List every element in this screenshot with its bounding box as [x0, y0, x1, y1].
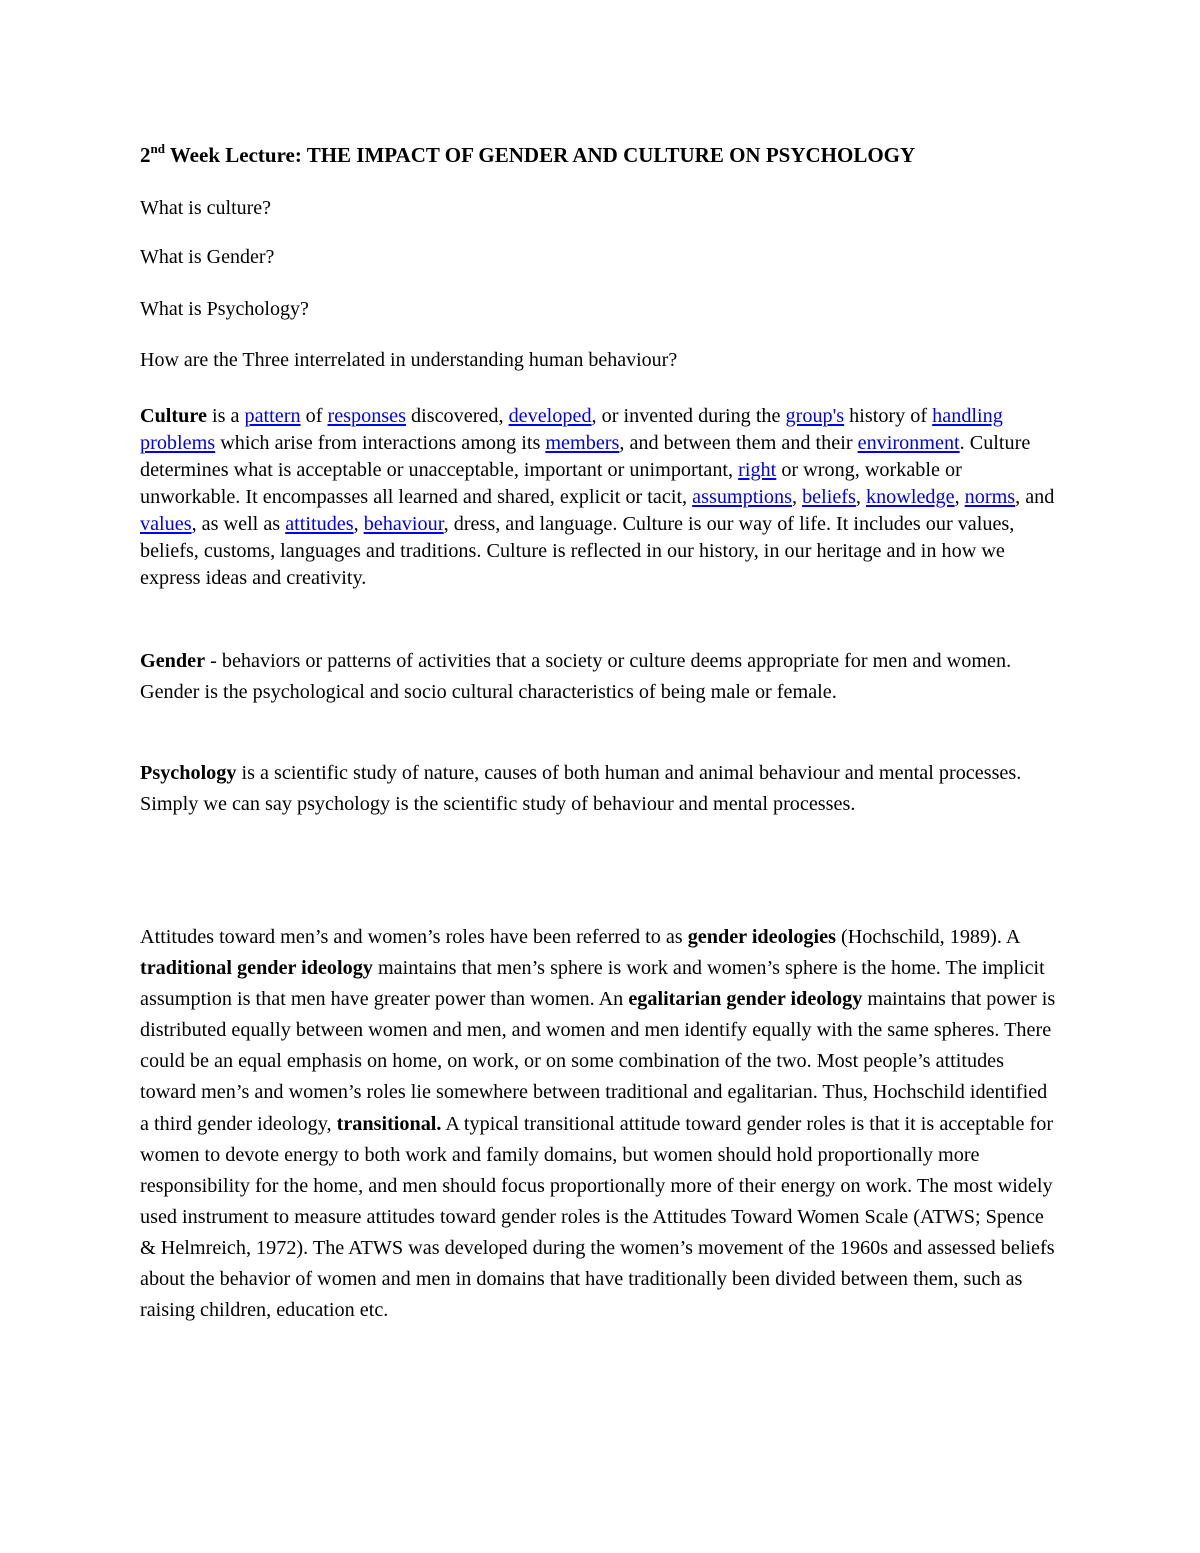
culture-text: , and between them and their: [619, 432, 858, 454]
question-interrelation: How are the Three interrelated in understanding human behaviour?: [140, 349, 678, 371]
culture-text: history of: [844, 405, 933, 427]
culture-text: discovered,: [405, 405, 509, 427]
term-traditional-gender-ideology: traditional gender ideology: [140, 957, 373, 980]
ideologies-text: maintains that power is distributed equally between women and men, and women and men identify equally with the same spheres. There could be an equal emphasis on home, on work, or on some combination of the two. Most people’s attitudes toward men’s and women’s roles lie somewhere between traditional and egalitarian. Thus, Hochschild identified a third gender ideology,: [140, 988, 1056, 1135]
gender-paragraph: [140, 646, 1060, 708]
link-groups[interactable]: group's: [785, 405, 845, 427]
ideologies-text: maintains that men’s sphere is work and women’s sphere is the home. The implicit assumption is that men have greater power than women. An: [140, 957, 1045, 1011]
title-ordinal-number: 2: [140, 143, 151, 167]
culture-term: Culture: [140, 405, 207, 427]
title-text: Week Lecture: THE IMPACT OF GENDER AND CULTURE ON PSYCHOLOGY: [164, 143, 916, 167]
culture-text: . Culture determines what is acceptable or unacceptable, important or unimportant,: [140, 432, 1031, 481]
ideologies-text: (Hochschild, 1989). A: [835, 926, 1020, 948]
link-developed[interactable]: developed: [508, 405, 592, 427]
link-handling[interactable]: handling: [932, 405, 1003, 427]
gender-term: Gender: [140, 650, 206, 672]
ideologies-text: Attitudes toward men’s and women’s roles have been referred to as: [140, 926, 688, 948]
culture-text: or wrong, workable or unworkable. It encompasses all learned and shared, explicit or tacit,: [140, 459, 962, 508]
psychology-paragraph: [140, 758, 1060, 820]
link-attitudes[interactable]: attitudes: [285, 513, 354, 535]
link-norms[interactable]: norms: [964, 486, 1016, 508]
culture-text: , or invented during the: [591, 405, 786, 427]
link-problems[interactable]: problems: [140, 432, 216, 454]
link-environment[interactable]: environment: [857, 432, 960, 454]
link-right[interactable]: right: [738, 459, 777, 481]
question-psychology: What is Psychology?: [140, 298, 309, 320]
link-members[interactable]: members: [545, 432, 620, 454]
gender-definition: - behaviors or patterns of activities that a society or culture deems appropriate for men and women. Gender is the psychological and socio cultural characteristics of being male or female.: [140, 650, 1012, 703]
culture-text: , dress, and language. Culture is our way of life. It includes our values, beliefs, customs, languages and traditions. Culture is reflected in our history, in our heritage and in how we express ideas and creativity.: [140, 513, 1015, 589]
culture-text: ,: [353, 513, 364, 535]
link-responses[interactable]: responses: [327, 405, 406, 427]
term-gender-ideologies: gender ideologies: [687, 926, 836, 948]
link-values[interactable]: values: [140, 513, 192, 535]
link-knowledge[interactable]: knowledge: [865, 486, 955, 508]
link-behaviour[interactable]: behaviour: [363, 513, 444, 535]
title-ordinal-suffix: nd: [150, 141, 165, 156]
culture-text: , and: [1015, 486, 1055, 508]
psychology-term: Psychology: [140, 762, 237, 784]
culture-text: ,: [791, 486, 803, 508]
term-transitional: transitional.: [336, 1112, 442, 1135]
question-culture: What is culture?: [140, 197, 272, 219]
link-assumptions[interactable]: assumptions: [692, 486, 792, 508]
culture-text: of: [300, 405, 328, 427]
culture-text: ,: [855, 486, 866, 508]
culture-paragraph: [140, 403, 1060, 592]
culture-text: is a: [206, 405, 245, 427]
term-egalitarian-gender-ideology: egalitarian gender ideology: [628, 988, 863, 1011]
ideologies-text: A typical transitional attitude toward gender roles is that it is acceptable for women to devote energy to both work and family domains, but women should hold proportionally more responsibility for the home, and men should focus proportionally more of their energy on work. The most widely used instrument to measure attitudes toward gender roles is the Attitudes Toward Women Scale (ATWS; Spence & Helmreich, 1972). The ATWS was developed during the women’s movement of the 1960s and assessed beliefs about the behavior of women and men in domains that have traditionally been divided between them, such as raising children, education etc.: [140, 1112, 1055, 1322]
link-beliefs[interactable]: beliefs: [802, 486, 856, 508]
culture-text: , as well as: [191, 513, 286, 535]
culture-text: ,: [954, 486, 965, 508]
gender-ideologies-paragraph: [140, 922, 1060, 1326]
culture-text: which arise from interactions among its: [215, 432, 546, 454]
psychology-definition: is a scientific study of nature, causes of both human and animal behaviour and mental processes. Simply we can say psychology is the scientific study of behaviour and mental processes.: [140, 762, 1022, 815]
page-title: [140, 139, 1060, 171]
question-gender: What is Gender?: [140, 246, 275, 268]
link-pattern[interactable]: pattern: [244, 405, 301, 427]
